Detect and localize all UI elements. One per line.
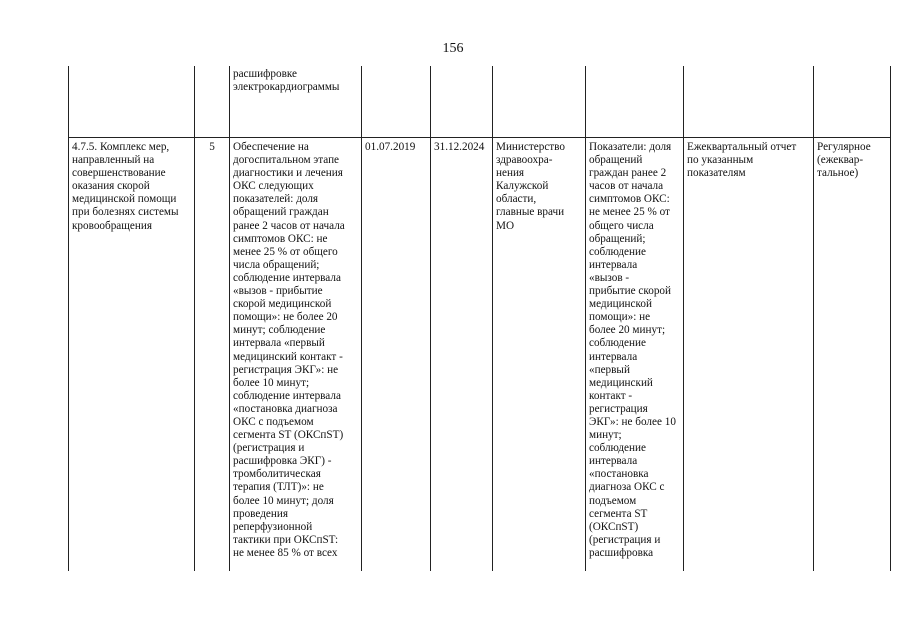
- cell-start-date: 01.07.2019: [362, 138, 431, 572]
- cell-indicators: Показатели: доля обращений граждан ранее 2 часов от начала симптомов ОКС: не менее 25 % от общего числа обращений; соблюдение интервала «вызов - прибытие скорой медицинской помощи»: не более 20 минут; соблюдение интервала «первый медицинский контакт - регистрация ЭКГ»: не более 10 минут; соблюдение интервала «постановка диагноза ОКС с подъемом сегмента ST (ОКСпST) (регистрация и расшифровка: [586, 138, 684, 572]
- cell-indicators: [586, 66, 684, 138]
- table-row-4-7-5: [69, 138, 891, 572]
- cell-description: расшифровке электрокардиограммы: [230, 66, 362, 138]
- cell-executor: [493, 66, 586, 138]
- cell-reporting: [684, 66, 814, 138]
- cell-number: [195, 66, 230, 138]
- cell-description: Обеспечение на догоспитальном этапе диагностики и лечения ОКС следующих показателей: доля обращений граждан ранее 2 часов от начала симптомов ОКС: не менее 25 % от общего числа обращений; соблюдение интервала «вызов - прибытие скорой медицинской помощи»: не более 20 минут; соблюдение интервала «первый медицинский контакт - регистрация ЭКГ»: не более 10 минут; соблюдение интервала «постановка диагноза ОКС с подъемом сегмента ST (ОКСпST) (регистрация и расшифровка ЭКГ) - тромболитическая терапия (ТЛТ)»: не более 10 минут; доля проведения реперфузионной тактики при ОКСпST: не менее 85 % от всех: [230, 138, 362, 572]
- cell-action: [69, 66, 195, 138]
- cell-executor: Министерство здравоохра- нения Калужской области, главные врачи МО: [493, 138, 586, 572]
- cell-start-date: [362, 66, 431, 138]
- cell-regularity: Регулярное (ежеквар- тальное): [814, 138, 891, 572]
- table-row-continuation: [69, 66, 891, 138]
- page-number: 156: [442, 41, 464, 56]
- cell-number: 5: [195, 138, 230, 572]
- measures-table: [68, 66, 891, 571]
- cell-reporting: Ежеквартальный отчет по указанным показателям: [684, 138, 814, 572]
- cell-end-date: 31.12.2024: [431, 138, 493, 572]
- cell-regularity: [814, 66, 891, 138]
- cell-action: 4.7.5. Комплекс мер, направленный на совершенствование оказания скорой медицинской помощи при болезнях системы кровообращения: [69, 138, 195, 572]
- cell-end-date: [431, 66, 493, 138]
